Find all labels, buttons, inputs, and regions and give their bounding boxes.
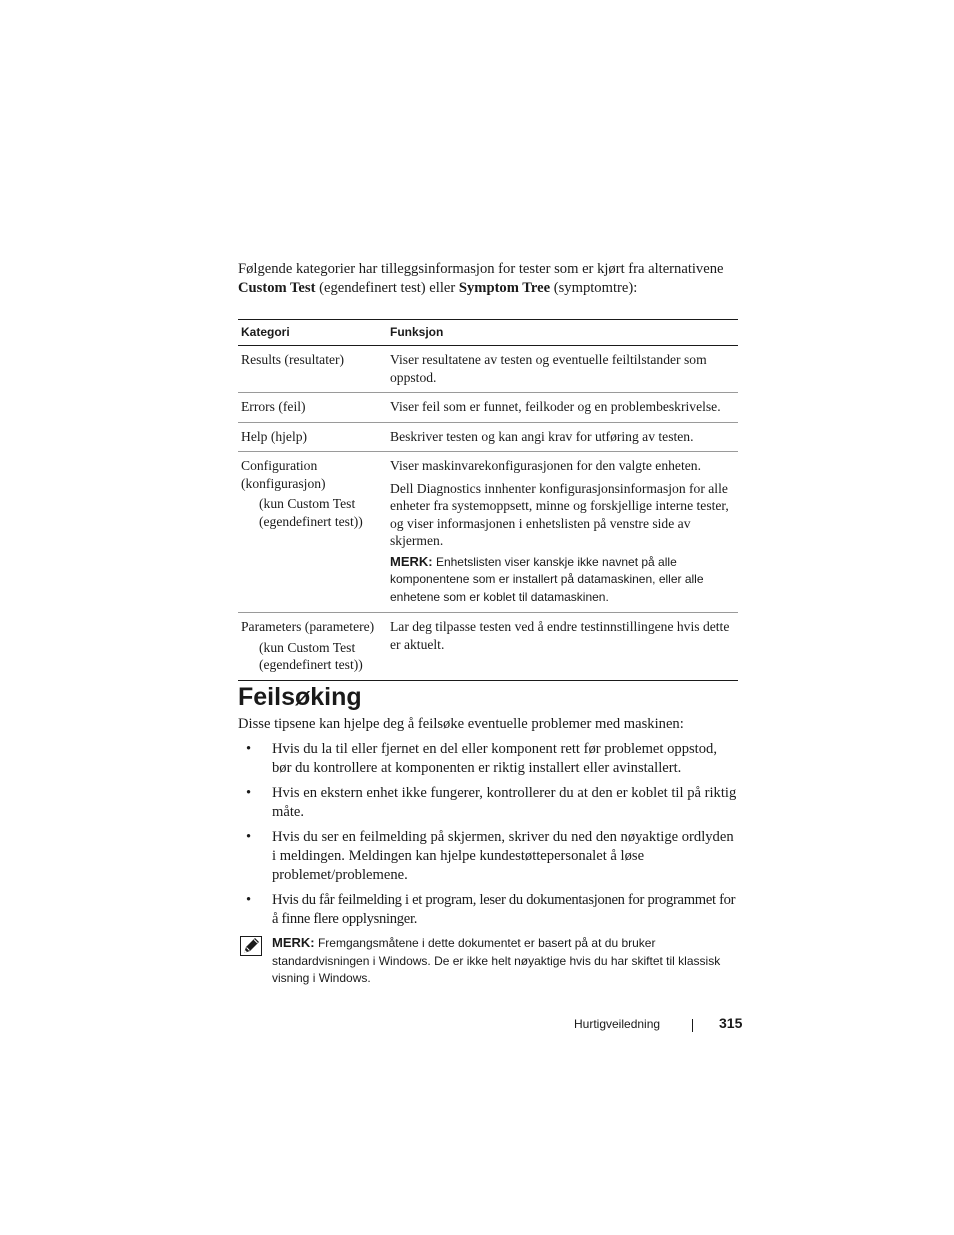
row-category-cell — [238, 613, 387, 681]
pencil-note-icon — [240, 936, 262, 956]
intro-text-2: (egendefinert test) eller — [315, 280, 459, 296]
row-category: Help (hjelp) — [238, 422, 387, 452]
header-kategori: Kategori — [238, 320, 387, 346]
header-funksjon: Funksjon — [387, 320, 738, 346]
category-table — [238, 319, 738, 681]
tips-list — [238, 740, 738, 935]
table-header-row — [238, 320, 738, 346]
table-row — [238, 613, 738, 681]
list-item — [238, 784, 738, 822]
list-item — [238, 740, 738, 778]
section-intro: Disse tipsene kan hjelpe deg å feilsøke eventuelle problemer med maskinen: — [238, 716, 684, 732]
page-number: 315 — [719, 1015, 743, 1031]
row-function: Lar deg tilpasse testen ved å endre testinnstillingene hvis dette er aktuelt. — [387, 613, 738, 681]
inline-note-text: Enhetslisten viser kanskje ikke navnet på alle komponentene som er installert på datamaskinen, eller alle enhetene som er koblet til datamaskinen. — [390, 554, 704, 604]
table-row — [238, 393, 738, 423]
row-function: Viser feil som er funnet, feilkoder og en problembeskrivelse. — [387, 393, 738, 423]
footer-label: Hurtigveiledning — [574, 1017, 661, 1031]
row-function: Beskriver testen og kan angi krav for utføring av testen. — [387, 422, 738, 452]
row-category-sub: (kun Custom Test (egendefinert test)) — [259, 496, 363, 529]
section-title: Feilsøking — [238, 683, 362, 711]
custom-test-term: Custom Test — [238, 280, 316, 296]
row-function: Viser resultatene av testen og eventuelle feiltilstander som oppstod. — [387, 346, 738, 393]
symptom-tree-term: Symptom Tree — [458, 280, 551, 296]
table-row — [238, 346, 738, 393]
row-function-detail: Dell Diagnostics innhenter konfigurasjonsinformasjon for alle enheter fra systemoppsett, minne og forskjellige interne tester, og viser informasjonen i enhetslisten på venstre side av skjermen. — [390, 480, 729, 548]
intro-text-1: Følgende kategorier har tilleggsinformasjon for tester som er kjørt fra alternativene — [238, 261, 724, 277]
row-category: Results (resultater) — [238, 346, 387, 393]
note-text: Fremgangsmåtene i dette dokumentet er basert på at du bruker standardvisningen i Windows. De er ikke helt nøyaktige hvis du har skiftet til klassisk visning i Windows. — [272, 936, 721, 985]
note-text-block — [272, 934, 738, 988]
inline-note — [390, 553, 735, 607]
note-label: MERK: — [272, 935, 315, 950]
tip-text: Hvis en ekstern enhet ikke fungerer, kontrollerer du at den er koblet til på riktig måte. — [272, 785, 737, 820]
list-item — [238, 828, 738, 885]
intro-text-3: (symptomtre): — [550, 280, 638, 296]
row-category-sub: (kun Custom Test (egendefinert test)) — [259, 639, 363, 672]
row-category: Errors (feil) — [238, 393, 387, 423]
bullet: • — [246, 892, 251, 908]
row-category-cell — [238, 452, 387, 613]
inline-note-label: MERK: — [390, 553, 433, 569]
footer-separator — [692, 1019, 693, 1032]
row-category: Configuration (konfigurasjon) — [241, 458, 326, 491]
bullet: • — [246, 741, 252, 757]
list-item — [238, 891, 738, 929]
row-category: Parameters (parametere) — [241, 619, 375, 634]
row-function: Viser maskinvarekonfigurasjonen for den valgte enheten. — [390, 458, 701, 473]
tip-text: Hvis du la til eller fjernet en del eller komponent rett før problemet oppstod, bør du kontrollere at komponenten er riktig installert eller avinstallert. — [272, 741, 717, 776]
tip-text: Hvis du får feilmelding i et program, leser du dokumentasjonen for programmet for å finne flere opplysninger. — [272, 892, 736, 927]
tip-text: Hvis du ser en feilmelding på skjermen, skriver du ned den nøyaktige ordlyden i meldingen. Meldingen kan hjelpe kundestøttepersonalet å løse problemet/problemene. — [272, 829, 734, 883]
intro-paragraph — [238, 260, 748, 298]
bullet: • — [246, 785, 252, 801]
note-box — [238, 934, 738, 988]
table-row — [238, 422, 738, 452]
bullet: • — [246, 829, 252, 845]
table-row — [238, 452, 738, 613]
row-function-cell — [387, 452, 738, 613]
